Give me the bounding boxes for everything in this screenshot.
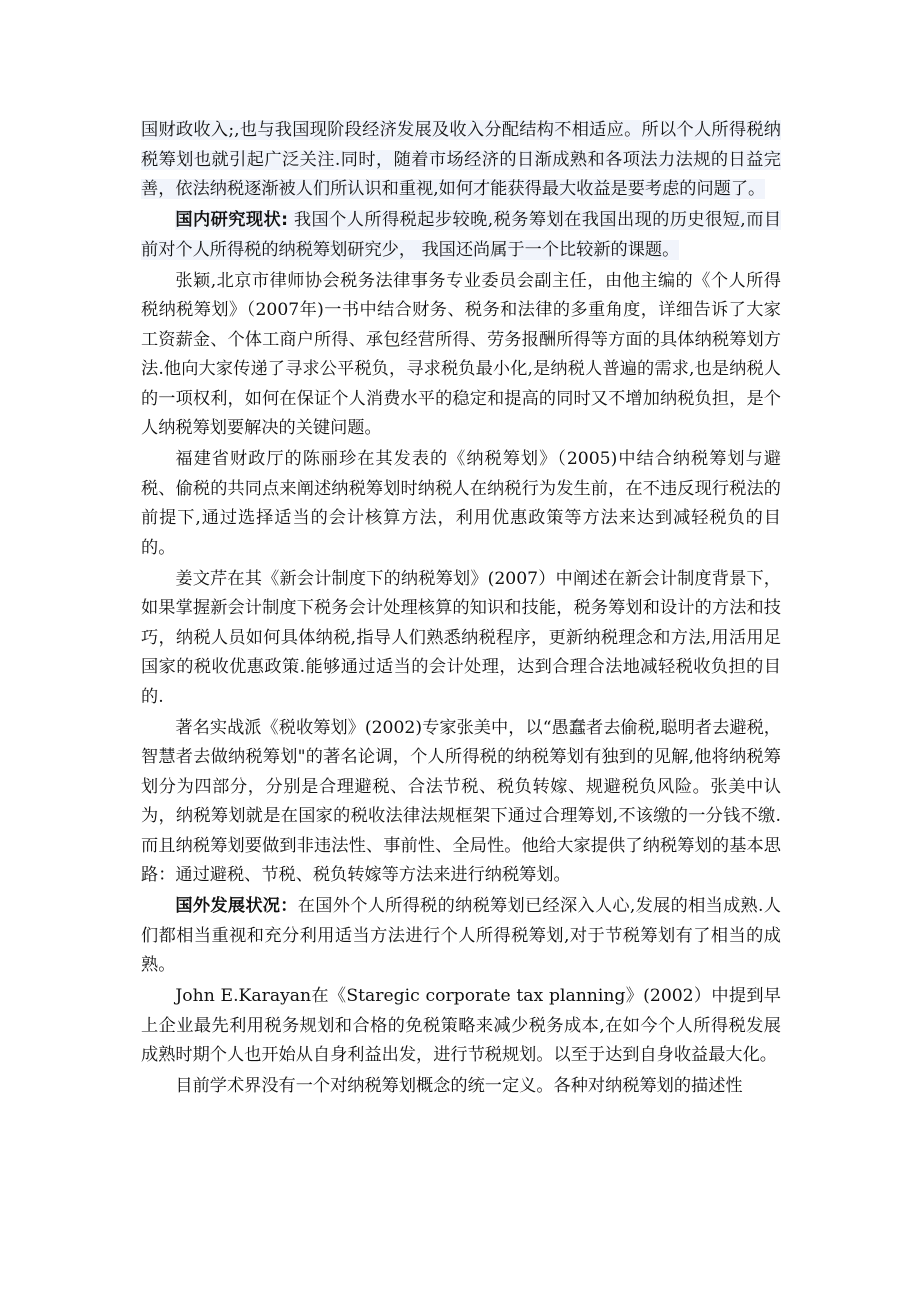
paragraph-text: 福建省财政厅的陈丽珍在其发表的《纳税筹划》（2005)中结合纳税筹划与避税、偷税的共同点来阐述纳税筹划时纳税人在纳税行为发生前，在不违反现行税法的前提下,通过选择适当的会计核算方法，利用优惠政策等方法来达到减轻税负的目的。: [141, 449, 781, 558]
paragraph: [141, 445, 781, 563]
paragraph-text: 国财政收入;,也与我国现阶段经济发展及收入分配结构不相适应。所以个人所得税纳税筹划也就引起广泛关注.同时，随着市场经济的日渐成熟和各项法力法规的日益完善，依法纳税逐渐被人们所认识和重视,如何才能获得最大收益是要考虑的问题了。: [141, 120, 781, 199]
paragraph: [141, 116, 781, 205]
paragraph-text: John E.Karayan在《Staregic corporate tax planning》(2002）中提到早上企业最先利用税务规划和合格的免税策略来减少税务成本,在如今个人所得税发展成熟时期个人也开始从自身利益出发，进行节税规划。以至于达到自身收益最大化。: [141, 986, 781, 1065]
paragraph: [141, 714, 781, 891]
paragraph: [141, 1072, 781, 1102]
paragraph-text: 我国个人所得税起步较晚,税务筹划在我国出现的历史很短,而目前对个人所得税的纳税筹划研究少， 我国还尚属于一个比较新的课题。: [141, 210, 782, 260]
paragraph-text: 姜文芹在其《新会计制度下的纳税筹划》(2007）中阐述在新会计制度背景下，如果掌握新会计制度下税务会计处理核算的知识和技能，税务筹划和设计的方法和技巧，纳税人员如何具体纳税,指导人们熟悉纳税程序，更新纳税理念和方法,用活用足国家的税收优惠政策.能够通过适当的会计处理，达到合理合法地减轻税收负担的目的.: [141, 568, 781, 707]
paragraph-text: 在国外个人所得税的纳税筹划已经深入人心,发展的相当成熟.人们都相当重视和充分利用适当方法进行个人所得税筹划,对于节税筹划有了相当的成熟。: [141, 896, 781, 975]
paragraph: [141, 982, 781, 1071]
paragraph: [141, 267, 781, 444]
section-lead-domestic: 国内研究现状:: [175, 210, 288, 230]
paragraph: [141, 565, 781, 713]
paragraph-text: 目前学术界没有一个对纳税筹划概念的统一定义。各种对纳税筹划的描述性: [175, 1076, 743, 1096]
paragraph-domestic-research: [141, 206, 781, 265]
document-body: [141, 116, 781, 1103]
paragraph-foreign-development: [141, 892, 781, 981]
section-lead-foreign: 国外发展状况：: [175, 896, 298, 916]
paragraph-text: 张颖,北京市律师协会税务法律事务专业委员会副主任，由他主编的《个人所得税纳税筹划》（2007年)一书中结合财务、税务和法律的多重角度，详细告诉了大家工资薪金、个体工商户所得、承包经营所得、劳务报酬所得等方面的具体纳税筹划方法.他向大家传递了寻求公平税负，寻求税负最小化,是纳税人普遍的需求,也是纳税人的一项权利，如何在保证个人消费水平的稳定和提高的同时又不增加纳税负担，是个人纳税筹划要解决的关键问题。: [141, 270, 781, 438]
paragraph-text: 著名实战派《税收筹划》(2002)专家张美中，以“愚蠢者去偷税,聪明者去避税，智慧者去做纳税筹划"的著名论调，个人所得税的纳税筹划有独到的见解,他将纳税筹划分为四部分，分别是合理避税、合法节税、税负转嫁、规避税负风险。张美中认为，纳税筹划就是在国家的税收法律法规框架下通过合理筹划,不该缴的一分钱不缴.而且纳税筹划要做到非违法性、事前性、全局性。他给大家提供了纳税筹划的基本思路：通过避税、节税、税负转嫁等方法来进行纳税筹划。: [141, 717, 781, 885]
